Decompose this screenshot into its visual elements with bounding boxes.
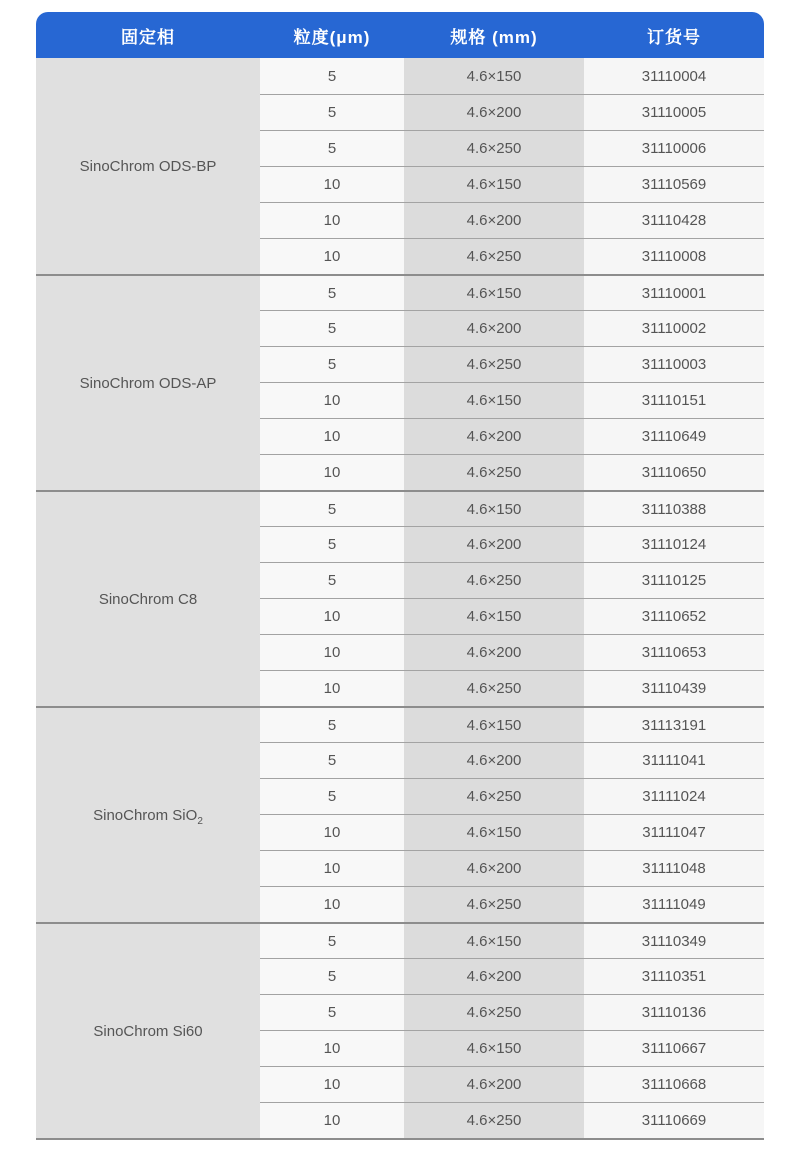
dimensions-cell: 4.6×200 xyxy=(404,202,584,238)
particle-size-cell: 5 xyxy=(260,94,404,130)
dimensions-cell: 4.6×250 xyxy=(404,130,584,166)
order-number-cell: 31110388 xyxy=(584,490,764,526)
order-number-cell: 31110125 xyxy=(584,562,764,598)
order-number-cell: 31110006 xyxy=(584,130,764,166)
dimensions-cell: 4.6×200 xyxy=(404,418,584,454)
header-row xyxy=(36,12,764,58)
order-number-cell: 31110569 xyxy=(584,166,764,202)
order-number-cell: 31110669 xyxy=(584,1102,764,1138)
order-number-cell: 31110650 xyxy=(584,454,764,490)
dimensions-cell: 4.6×200 xyxy=(404,1066,584,1102)
particle-size-cell: 10 xyxy=(260,454,404,490)
order-number-cell: 31110151 xyxy=(584,382,764,418)
dimensions-cell: 4.6×250 xyxy=(404,670,584,706)
particle-size-cell: 5 xyxy=(260,346,404,382)
dimensions-cell: 4.6×250 xyxy=(404,346,584,382)
order-number-cell: 31110668 xyxy=(584,1066,764,1102)
order-number-cell: 31110653 xyxy=(584,634,764,670)
order-number-cell: 31110428 xyxy=(584,202,764,238)
order-number-cell: 31111048 xyxy=(584,850,764,886)
table-row xyxy=(36,58,764,94)
particle-size-cell: 5 xyxy=(260,58,404,94)
table-row xyxy=(36,490,764,526)
order-number-cell: 31110004 xyxy=(584,58,764,94)
order-number-cell: 31111047 xyxy=(584,814,764,850)
stationary-phase-cell xyxy=(36,58,260,274)
order-number-cell: 31110136 xyxy=(584,994,764,1030)
order-number-cell: 31110652 xyxy=(584,598,764,634)
particle-size-cell: 10 xyxy=(260,166,404,202)
dimensions-cell: 4.6×200 xyxy=(404,94,584,130)
particle-size-cell: 5 xyxy=(260,274,404,310)
particle-size-cell: 5 xyxy=(260,130,404,166)
dimensions-cell: 4.6×150 xyxy=(404,166,584,202)
particle-size-cell: 5 xyxy=(260,706,404,742)
stationary-phase-cell xyxy=(36,490,260,706)
dimensions-cell: 4.6×250 xyxy=(404,1102,584,1138)
order-number-cell: 31110124 xyxy=(584,526,764,562)
particle-size-cell: 5 xyxy=(260,922,404,958)
particle-size-cell: 10 xyxy=(260,634,404,670)
dimensions-cell: 4.6×150 xyxy=(404,814,584,850)
order-number-cell: 31110008 xyxy=(584,238,764,274)
particle-size-cell: 5 xyxy=(260,742,404,778)
particle-size-cell: 5 xyxy=(260,310,404,346)
particle-size-cell: 10 xyxy=(260,850,404,886)
dimensions-cell: 4.6×250 xyxy=(404,886,584,922)
particle-size-cell: 10 xyxy=(260,1102,404,1138)
stationary-phase-name: SinoChrom ODS-BP xyxy=(79,157,217,175)
order-number-cell: 31110002 xyxy=(584,310,764,346)
table-row xyxy=(36,922,764,958)
table-body xyxy=(36,58,764,1138)
order-number-cell: 31110001 xyxy=(584,274,764,310)
dimensions-cell: 4.6×250 xyxy=(404,994,584,1030)
table-row xyxy=(36,706,764,742)
col-header-order-number: 订货号 xyxy=(584,12,764,58)
product-spec-table xyxy=(36,12,764,1140)
order-number-cell: 31110349 xyxy=(584,922,764,958)
dimensions-cell: 4.6×150 xyxy=(404,922,584,958)
dimensions-cell: 4.6×150 xyxy=(404,490,584,526)
dimensions-cell: 4.6×250 xyxy=(404,454,584,490)
particle-size-cell: 10 xyxy=(260,1066,404,1102)
dimensions-cell: 4.6×150 xyxy=(404,274,584,310)
particle-size-cell: 5 xyxy=(260,490,404,526)
order-number-cell: 31110439 xyxy=(584,670,764,706)
particle-size-cell: 10 xyxy=(260,598,404,634)
particle-size-cell: 10 xyxy=(260,238,404,274)
stationary-phase-cell xyxy=(36,706,260,922)
col-header-particle-size: 粒度(μm) xyxy=(260,12,404,58)
order-number-cell: 31111041 xyxy=(584,742,764,778)
stationary-phase-name: SinoChrom ODS-AP xyxy=(79,374,217,392)
dimensions-cell: 4.6×150 xyxy=(404,58,584,94)
order-number-cell: 31111049 xyxy=(584,886,764,922)
dimensions-cell: 4.6×200 xyxy=(404,526,584,562)
particle-size-cell: 10 xyxy=(260,886,404,922)
col-header-stationary-phase: 固定相 xyxy=(36,12,260,58)
col-header-dimensions: 规格 (mm) xyxy=(404,12,584,58)
dimensions-cell: 4.6×250 xyxy=(404,778,584,814)
dimensions-cell: 4.6×200 xyxy=(404,310,584,346)
particle-size-cell: 10 xyxy=(260,382,404,418)
dimensions-cell: 4.6×200 xyxy=(404,958,584,994)
stationary-phase-name: SinoChrom C8 xyxy=(98,590,198,608)
particle-size-cell: 5 xyxy=(260,526,404,562)
dimensions-cell: 4.6×150 xyxy=(404,598,584,634)
particle-size-cell: 10 xyxy=(260,202,404,238)
table-row xyxy=(36,274,764,310)
order-number-cell: 31110003 xyxy=(584,346,764,382)
order-number-cell: 31110649 xyxy=(584,418,764,454)
particle-size-cell: 5 xyxy=(260,958,404,994)
stationary-phase-name: SinoChrom SiO xyxy=(93,806,198,824)
stationary-phase-cell xyxy=(36,274,260,490)
order-number-cell: 31110667 xyxy=(584,1030,764,1066)
order-number-cell: 31113191 xyxy=(584,706,764,742)
particle-size-cell: 10 xyxy=(260,418,404,454)
dimensions-cell: 4.6×250 xyxy=(404,562,584,598)
particle-size-cell: 10 xyxy=(260,1030,404,1066)
particle-size-cell: 5 xyxy=(260,994,404,1030)
dimensions-cell: 4.6×150 xyxy=(404,382,584,418)
dimensions-cell: 4.6×200 xyxy=(404,742,584,778)
order-number-cell: 31111024 xyxy=(584,778,764,814)
stationary-phase-name: SinoChrom Si60 xyxy=(93,1022,203,1040)
dimensions-cell: 4.6×250 xyxy=(404,238,584,274)
dimensions-cell: 4.6×150 xyxy=(404,706,584,742)
stationary-phase-name-subscript: 2 xyxy=(197,815,203,827)
dimensions-cell: 4.6×200 xyxy=(404,634,584,670)
order-number-cell: 31110351 xyxy=(584,958,764,994)
particle-size-cell: 5 xyxy=(260,778,404,814)
order-number-cell: 31110005 xyxy=(584,94,764,130)
particle-size-cell: 10 xyxy=(260,814,404,850)
particle-size-cell: 10 xyxy=(260,670,404,706)
dimensions-cell: 4.6×200 xyxy=(404,850,584,886)
dimensions-cell: 4.6×150 xyxy=(404,1030,584,1066)
stationary-phase-cell xyxy=(36,922,260,1138)
particle-size-cell: 5 xyxy=(260,562,404,598)
